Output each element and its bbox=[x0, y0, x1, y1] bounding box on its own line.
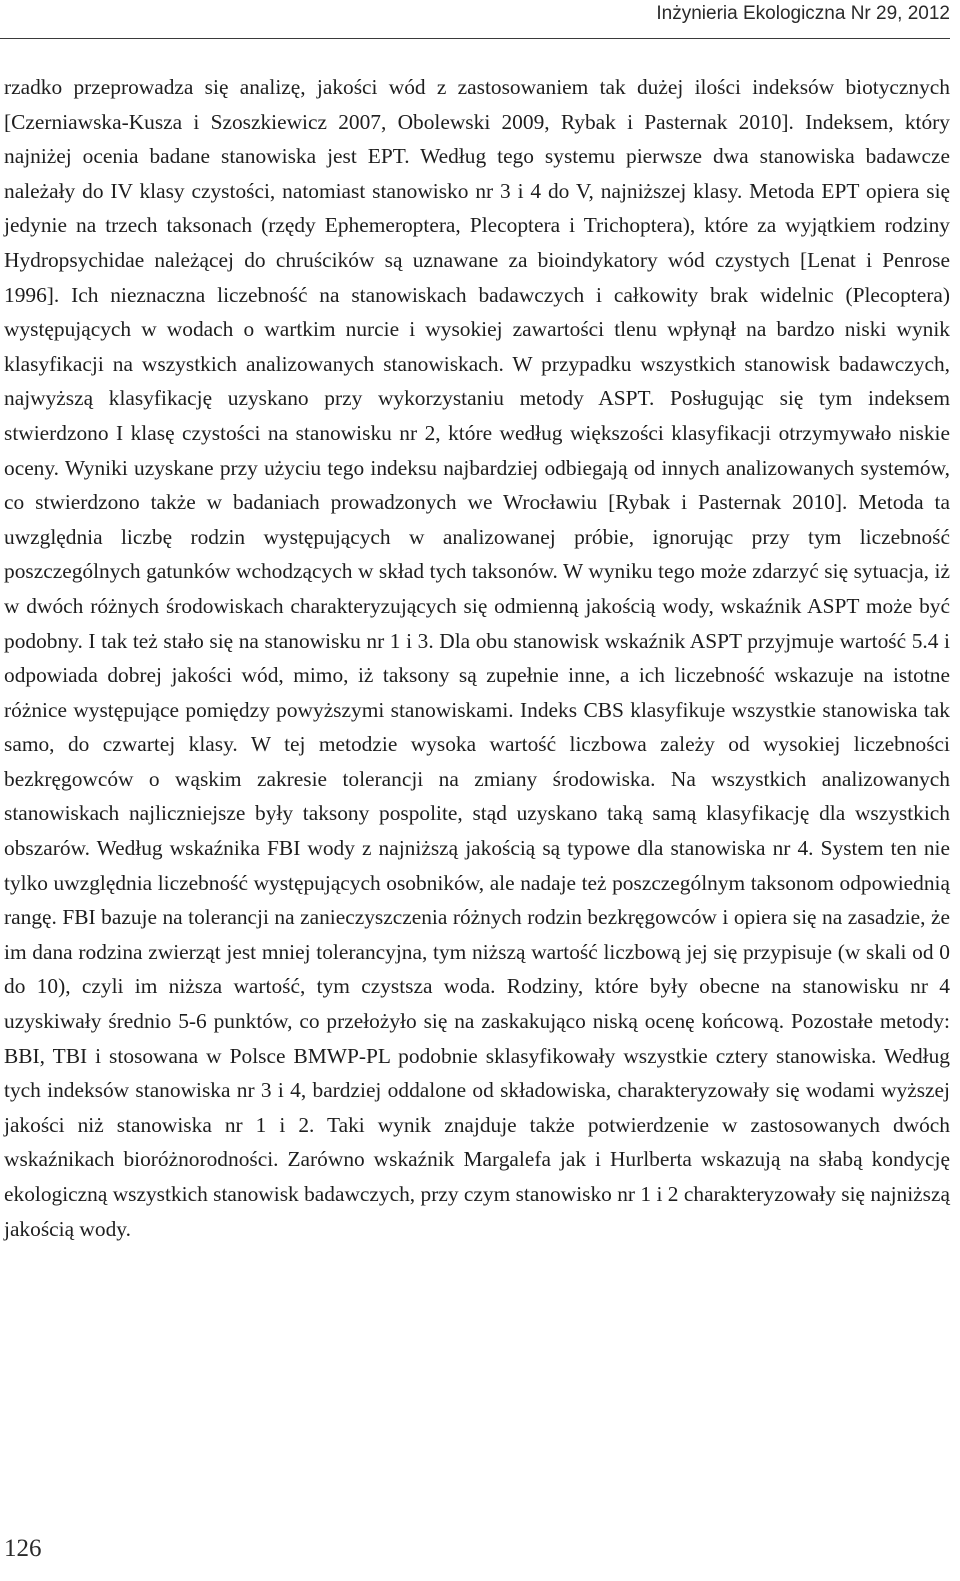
header-rule bbox=[0, 38, 950, 39]
running-header: Inżynieria Ekologiczna Nr 29, 2012 bbox=[656, 3, 950, 24]
body-paragraph: rzadko przeprowadza się analizę, jakości wód z zastosowaniem tak dużej ilości indeksów biotycznych [Czerniawska-Kusza i Szoszkiewicz 2007, Obolewski 2009, Rybak i Pasternak 2010]. Indeksem, który najniżej ocenia badane stanowiska jest EPT. Według tego systemu pierwsze dwa stanowiska badawcze należały do IV klasy czystości, natomiast stanowisko nr 3 i 4 do V, najniższej klasy. Metoda EPT opiera się jedynie na trzech taksonach (rzędy Ephemeroptera, Plecoptera i Trichoptera), które za wyjątkiem rodziny Hydropsychidae należącej do chruścików są uznawane za bioindykatory wód czystych [Lenat i Penrose 1996]. Ich nieznaczna liczebność na stanowiskach badawczych i całkowity brak widelnic (Plecoptera) występujących w wodach o wartkim nurcie i wysokiej zawartości tlenu wpłynął na bardzo niski wynik klasyfikacji na wszystkich analizowanych stanowiskach. W przypadku wszystkich stanowisk badawczych, najwyższą klasyfikację uzyskano przy wykorzystaniu metody ASPT. Posługując się tym indeksem stwierdzono I klasę czystości na stanowisku nr 2, które według większości klasyfikacji otrzymywało niskie oceny. Wyniki uzyskane przy użyciu tego indeksu najbardziej odbiegają od innych analizowanych systemów, co stwierdzono także w badaniach prowadzonych we Wrocławiu [Rybak i Pasternak 2010]. Metoda ta uwzględnia liczbę rodzin występujących w analizowanej próbie, ignorując przy tym liczebność poszczególnych gatunków wchodzących w skład tych taksonów. W wyniku tego może zdarzyć się sytuacja, iż w dwóch różnych środowiskach charakteryzujących się odmienną jakością wody, wskaźnik ASPT może być podobny. I tak też stało się na stanowisku nr 1 i 3. Dla obu stanowisk wskaźnik ASPT przyjmuje wartość 5.4 i odpowiada dobrej jakości wód, mimo, iż taksony są zupełnie inne, a ich liczebność wskazuje na istotne różnice występujące pomiędzy powyższymi stanowiskami. Indeks CBS klasyfikuje wszystkie stanowiska tak samo, do czwartej klasy. W tej metodzie wysoka wartość liczbowa zależy od wysokiej liczebności bezkręgowców o wąskim zakresie tolerancji na zmiany środowiska. Na wszystkich analizowanych stanowiskach najliczniejsze były taksony pospolite, stąd uzyskano taką samą klasyfikację dla wszystkich obszarów. Według wskaźnika FBI wody z najniższą jakością są typowe dla stanowiska nr 4. System ten nie tylko uwzględnia liczebność występujących osobników, ale nadaje też poszczególnym taksonom odpowiednią rangę. FBI bazuje na tolerancji na zanieczyszczenia różnych rodzin bezkręgowców i opiera się na zasadzie, że im dana rodzina zwierząt jest mniej tolerancyjna, tym niższą wartość liczbową jej się przypisuje (w skali od 0 do 10), czyli im niższa wartość, tym czystsza woda. Rodziny, które były obecne na stanowisku nr 4 uzyskiwały średnio 5-6 punktów, co przełożyło się na zaskakująco niską ocenę końcową. Pozostałe metody: BBI, TBI i stosowana w Polsce BMWP-PL podobnie sklasyfikowały wszystkie cztery stanowiska. Według tych indeksów stanowiska nr 3 i 4, bardziej oddalone od składowiska, charakteryzowały się wodami wyższej jakości niż stanowiska nr 1 i 2. Taki wynik znajduje także potwierdzenie w zastosowanych dwóch wskaźnikach bioróżnorodności. Zarówno wskaźnik Margalefa jak i Hurlberta wskazują na słabą kondycję ekologiczną wszystkich stanowisk badawczych, przy czym stanowisko nr 1 i 2 charakteryzowały się najniższą jakością wody. bbox=[4, 75, 950, 1241]
page-number: 126 bbox=[4, 1535, 42, 1562]
